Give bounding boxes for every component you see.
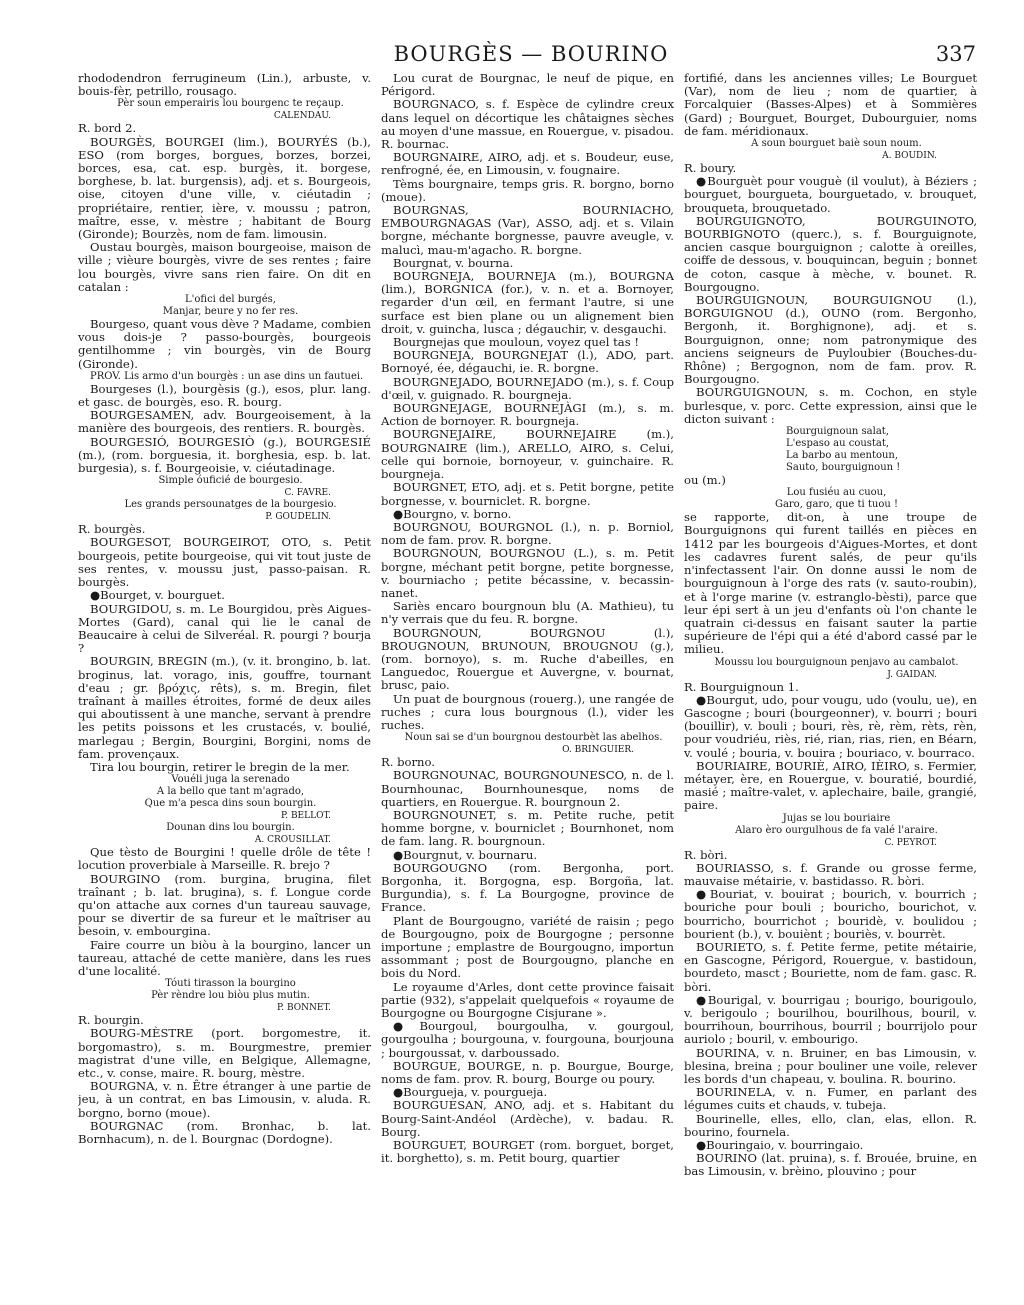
text-columns	[78, 72, 984, 1302]
entry-paragraph: BOURIASSO, s. f. Grande ou grosse ferme, mauvaise métairie, v. bastidasso. R. bòri.	[684, 860, 977, 888]
column-right	[684, 72, 977, 1302]
entry-paragraph: ●Bouringaio, v. bourringaio.	[696, 1138, 864, 1153]
entry-paragraph: BOURINO (lat. pruina), s. f. Brouée, bruine, en bas Limousin, v. brèino, plouvino ; pour	[684, 1151, 977, 1179]
entry-paragraph: BOURGNEJAGE, BOURNEJÀGI (m.), s. m. Action de bornoyer. R. bourgneja.	[381, 401, 674, 429]
entry-paragraph: BOURINELA, v. n. Fumer, en parlant des légumes cuits et chauds, v. tubeja.	[684, 1085, 977, 1113]
entry-paragraph: Alaro èro ourgulhous de fa valé l'araire.	[735, 824, 938, 836]
entry-paragraph: Sariès encaro bourgnoun blu (A. Mathieu), tu n'y verrais que du feu. R. borgne.	[381, 599, 674, 627]
entry-paragraph: R. borno.	[381, 755, 435, 770]
entry-paragraph: R. Bourguignoun 1.	[684, 679, 799, 694]
column-middle	[381, 72, 674, 1302]
entry-paragraph: Sauto, bourguignoun !	[786, 462, 901, 474]
entry-paragraph: ou (m.)	[684, 473, 726, 488]
entry-paragraph: ●Bourguèt pour vouguè (il voulut), à Béziers ; bourguet, bourgueta, bourguetado, v. brouquet, brouqueta, brouquetado.	[684, 174, 977, 215]
entry-paragraph: A. BOUDIN.	[882, 151, 937, 162]
entry-paragraph: A la bello que tant m'agrado,	[156, 786, 305, 798]
entry-paragraph: Faire courre un biòu à la bourgino, lancer un taureau, attaché de cette manière, dans les rues d'une localité.	[78, 937, 371, 978]
entry-paragraph: L'espaso au coustat,	[786, 438, 890, 450]
entry-paragraph: A. CROUSILLAT.	[254, 835, 331, 846]
entry-paragraph: BOURIAIRE, BOURIÈ, AIRO, IÈIRO, s. Fermier, métayer, ère, en Rouergue, v. bouratié, bourdié, masié ; maître-valet, v. aplechaire, baile, grangié, paire.	[684, 758, 977, 813]
entry-paragraph: Tèms bourgnaire, temps gris. R. borgno, borno (moue).	[381, 176, 674, 204]
entry-paragraph: Bourgnat, v. bourna.	[393, 255, 514, 270]
entry-paragraph: R. bord 2.	[78, 121, 137, 136]
entry-paragraph: BOURGIDOU, s. m. Le Bourgidou, près Aigues-Mortes (Gard), canal qui lie le canal de Beaucaire à celui de Silveréal. R. pourgi ? bourja ?	[78, 601, 371, 656]
entry-paragraph: Jujas se lou bouriaire	[782, 812, 891, 824]
entry-paragraph: BOURGNA, v. n. Être étranger à une partie de jeu, à un contrat, en bas Limousin, v. aluda. R. borgno, borno (moue).	[78, 1079, 371, 1120]
entry-paragraph: se rapporte, dit-on, à une troupe de Bourguignons qui furent taillés en pièces en 1412 par les bourgeois d'Aigues-Mortes, et dont les cadavres furent salés, de peur qu'ils n'infectassent l'air. On donne aussi le nom de bourguignoun à l'orge des rats (v. sauto-roubin), et à l'orge marine (v. estranglo-bèsti), parce que leur épi sert à un jeu d'enfants où l'on chante le quatrain ci-dessus en faisant sauter la partie supérieure de l'épi qui a été d'abord cassé par le milieu.	[684, 510, 977, 657]
entry-paragraph: Lou fusiéu au cuou,	[786, 487, 887, 499]
entry-paragraph: BOURGÈS, BOURGEI (lim.), BOURYÉS (b.), ESO (rom borges, borgues, borzes, borzei, borces, esa, cat. esp. burgès, it. borgese, borghese, b. lat. burgensis), adj. et s. Bourgeois, oise, citoyen d'une ville, v. ciéutadin ; propriétaire, rentier, ière, v. moussu ; patron, maître, esse, v. mèstre ; habitant de Bourg (Gironde); Bourzès, nom de fam. limousin.	[78, 134, 371, 242]
entry-paragraph: rhododendron ferrugineum (Lin.), arbuste, v. bouis-fèr, petrillo, rousago.	[78, 72, 371, 99]
entry-paragraph: BOURGNAS, BOURNIACHO, EMBOURGNAGAS (Var), ASSO, adj. et s. Vilain borgne, méchante borgnesse, pauvre aveugle, v. malucì, mau-m'agacho. R. borgne.	[381, 203, 674, 257]
entry-paragraph: BOURIETO, s. f. Petite ferme, petite métairie, en Gascogne, Périgord, Rouergue, v. bastidoun, bourdeto, masct ; Bouriette, nom de fam. gasc. R. bòri.	[684, 939, 977, 994]
entry-paragraph: L'ofici del burgés,	[184, 294, 276, 306]
entry-paragraph: BOURGUET, BOURGET (rom. borguet, borget, it. borghetto), s. m. Petit bourg, quartier	[381, 1138, 674, 1166]
entry-paragraph: ●Bourgno, v. borno.	[393, 506, 512, 521]
entry-paragraph: BOURINA, v. n. Bruiner, en bas Limousin, v. blesina, breina ; pour bouliner une voile, relever les bords d'un chapeau, v. boulina. R. bourino.	[684, 1045, 977, 1086]
entry-paragraph: fortifié, dans les anciennes villes; Le Bourguet (Var), nom de lieu ; nom de quartier, à Forcalquier (Basses-Alpes) et à Sommières (Gard) ; Bourguet, Bourget, Dubourguier, noms de fam. méridionaux.	[684, 72, 977, 138]
entry-paragraph: Moussu lou bourguignoun penjavo au cambalot.	[714, 656, 959, 668]
entry-paragraph: R. bourgès.	[78, 522, 146, 537]
entry-paragraph: BOURGUIGNOUN, BOURGUIGNOU (l.), BORGUIGNOU (d.), OUNO (rom. Bergonho, Bergonh, it. Borghignone), adj. et s. Bourguignon, onne; nom patronymique des anciens seigneurs de Puyloubier (Bouches-du-Rhône) ; Bergognon, nom de fam. prov. R. Bourgougno.	[684, 293, 977, 387]
entry-paragraph: BOURGNOUNET, s. m. Petite ruche, petit homme borgne, v. bourniclet ; Bournhonet, nom de fam. lang. R. bourgnoun.	[381, 807, 674, 849]
entry-paragraph: Bourgnejas que mouloun, voyez quel tas !	[393, 335, 640, 350]
entry-paragraph: BOURGNEJA, BOURGNEJAT (l.), ADO, part. Bornoyé, ée, dégauchi, ie. R. borgne.	[381, 348, 674, 376]
entry-paragraph: Pèr rèndre lou biòu plus mutin.	[151, 990, 310, 1002]
entry-paragraph: ●Bourgut, udo, pour vougu, udo (voulu, ue), en Gascogne ; bouri (bourgeonner), v. bourri ; bouri (bouillir), v. bouli ; bouri, rès, rè, rèm, rèts, rèn, pour voudriéu, riès, rié, rian, rias, rien, en Béarn, v. voulé ; bouria, v. bouira ; bouriaco, v. bourraco.	[684, 692, 977, 760]
entry-paragraph: Bourgeses (l.), bourgèsis (g.), esos, plur. lang. et gasc. de bourgès, eso. R. bourg.	[78, 381, 371, 410]
entry-paragraph: BOURGNACO, s. f. Espèce de cylindre creux dans lequel on décortique les châtaignes sèches au moyen d'une massue, en Rouergue, v. pisadou. R. bournac.	[381, 97, 674, 152]
entry-paragraph: Tira lou bourgin, retirer le bregin de la mer.	[90, 759, 350, 774]
entry-paragraph: ●Bouriat, v. bouirat ; bourich, v. bourrich ; bouriche pour bouli ; bouricho, bourichot, v. bourricho, bourrichot ; bouridè, v. boulidou ; bourient (b.), v. bouiènt ; bouriès, v. bourrèt.	[684, 887, 977, 941]
entry-paragraph: ●Bourget, v. bourguet.	[90, 588, 225, 603]
entry-paragraph: BOURGNAC (rom. Bronhac, b. lat. Bornhacum), n. de l. Bourgnac (Dordogne).	[78, 1118, 371, 1146]
running-title: BOURGÈS — BOURINO	[393, 42, 669, 66]
entry-paragraph: R. bourgin.	[78, 1013, 144, 1028]
entry-paragraph: BOURGUIGNOUN, s. m. Cochon, en style burlesque, v. porc. Cette expression, ainsi que le dicton suivant :	[684, 385, 977, 426]
entry-paragraph: Tóuti tirasson la bourgino	[165, 978, 296, 990]
entry-paragraph: BOURGNEJA, BOURNEJA (m.), BOURGNA (lim.), BORGNICA (for.), v. n. et a. Bornoyer, regarder d'un œil, en fermant l'autre, si une surface est bien plane ou un alignement bien droit, v. guincha, lusca ; dégauchir, v. desgauchi.	[381, 269, 674, 336]
entry-paragraph: J. GAIDAN.	[887, 669, 937, 680]
entry-paragraph: R. bòri.	[684, 847, 728, 862]
entry-paragraph: CALENDAU.	[273, 111, 331, 122]
entry-paragraph: C. FAVRE.	[284, 488, 331, 499]
entry-paragraph: BOURGNOUN, BOURGNOU (L.), s. m. Petit borgne, méchant petit borgne, petite borgnesse, v. bourniacho ; petite bécassine, v. becassin-nanet.	[381, 546, 674, 600]
page-number: 337	[935, 42, 976, 66]
entry-paragraph: BOURGOUGNO (rom. Bergonha, port. Borgonha, it. Borgogna, esp. Borgoña, lat. Burgundia), s. f. La Bourgogne, province de France.	[381, 860, 674, 915]
entry-paragraph: BOURGNAIRE, AIRO, adj. et s. Boudeur, euse, renfrogné, ée, en Limousin, v. fougnaire.	[381, 150, 674, 178]
entry-paragraph: Les grands persounatges de la bourgesio.	[124, 499, 337, 511]
entry-paragraph: Garo, garo, que ti tuou !	[774, 499, 899, 511]
entry-paragraph: R. boury.	[684, 161, 737, 176]
entry-paragraph: BOURGUE, BOURGE, n. p. Bourgue, Bourge, noms de fam. prov. R. bourg, Bourge ou poury.	[381, 1058, 674, 1087]
column-left	[78, 72, 371, 1302]
entry-paragraph: Pèr soun emperairis lou bourgenc te reçaup.	[117, 98, 344, 110]
entry-paragraph: C. PEYROT.	[884, 837, 937, 848]
entry-paragraph: Vouéli juga la serenado	[171, 774, 290, 786]
entry-paragraph: BOURGINO (rom. burgina, brugina, filet traînant ; b. lat. brugina), s. f. Longue corde qu'on attache aux cornes d'un taureau sauvage, pour se divertir de sa fureur et le maîtriser au besoin, v. embourgina.	[78, 871, 371, 939]
entry-paragraph: PROV. Lis armo d'un bourgès : un ase dins un fautuei.	[90, 370, 364, 382]
entry-paragraph: Un puat de bourgnous (rouerg.), une rangée de ruches ; cura lous bourgnous (l.), vider les ruches.	[381, 691, 674, 732]
entry-paragraph: BOURGNOU, BOURGNOL (l.), n. p. Borniol, nom de fam. prov. R. borgne.	[381, 519, 674, 548]
entry-paragraph: O. BRINGUIER.	[562, 745, 634, 756]
page-header	[78, 36, 984, 72]
entry-paragraph: ●Bourgnut, v. bournaru.	[393, 847, 538, 862]
entry-paragraph: Oustau bourgès, maison bourgeoise, maison de ville ; vièure bourgès, vivre de ses rentes ; faire lou bourgès, vivre sans rien faire. On dit en catalan :	[78, 240, 371, 294]
entry-paragraph: BOURGNEJAIRE, BOURNEJAIRE (m.), BOURGNAIRE (lim.), ARELLO, AIRO, s. Celui, celle qui bornoie, bornoyeur, v. guinchaire. R. bourgneja.	[381, 427, 674, 482]
entry-paragraph: Noun sai se d'un bourgnou destourbèt las abelhos.	[404, 732, 663, 744]
entry-paragraph: A soun bourguet baiè soun noum.	[751, 138, 922, 150]
entry-paragraph: Bourinelle, elles, ello, clan, elas, ellon. R. bourino, fournela.	[684, 1111, 977, 1139]
entry-paragraph: Que tèsto de Bourgini ! quelle drôle de tête ! locution proverbiale à Marseille. R. brejo ?	[78, 845, 371, 873]
entry-paragraph: Lou curat de Bourgnac, le neuf de pique, en Périgord.	[381, 72, 674, 99]
entry-paragraph: P. BONNET.	[277, 1003, 331, 1014]
entry-paragraph: BOURGESAMEN, adv. Bourgeoisement, à la manière des bourgeois, des rentiers. R. bourgès.	[78, 408, 371, 436]
entry-paragraph: Bourguignoun salat,	[786, 426, 890, 438]
entry-paragraph: P. GOUDELIN.	[265, 512, 331, 523]
entry-paragraph: Simple óuficié de bourgesio.	[158, 475, 303, 487]
entry-paragraph: Dounan dins lou bourgin.	[166, 822, 295, 834]
entry-paragraph: Bourgeso, quant vous dève ? Madame, combien vous dois-je ? passo-bourgès, bourgeois gentilhomme ; vin bourgès, vin de Bourg (Gironde).	[78, 317, 371, 371]
entry-paragraph: BOURGUESAN, ANO, adj. et s. Habitant du Bourg-Saint-Andéol (Ardèche), v. badau. R. Bourg.	[381, 1098, 674, 1139]
entry-paragraph: Plant de Bourgougno, variété de raisin ; pego de Bourgougno, poix de Bourgogne ; personne importune ; emplastre de Bourgougno, importun assommant ; post de Bourgougno, planche en bois du Nord.	[381, 913, 674, 981]
entry-paragraph: ●Bourgoul, bourgoulha, v. gourgoul, gourgoulha ; bourgouna, v. fourgouna, bourjouna ; bourgoussat, v. darboussado.	[381, 1019, 674, 1060]
entry-paragraph: La barbo au mentoun,	[786, 450, 899, 462]
entry-paragraph: BOURGIN, BREGIN (m.), (v. it. brongino, b. lat. broginus, lat. vorago, inis, gouffre, tournant d'eau ; gr. βρόχις, rêts), s. m. Bregin, filet traînant à mailles étroites, formé de deux ailes qui aboutissent à une manche, servant à prendre les petits poissons et les crustacés, v. boulié, marlegau ; Bergin, Bourgini, Borgini, noms de fam. provençaux.	[78, 654, 371, 761]
entry-paragraph: Que m'a pesca dins soun bourgin.	[144, 798, 317, 810]
entry-paragraph: BOURGESIÓ, BOURGESIÒ (g.), BOURGESIÉ (m.), (rom. borguesia, it. borghesia, esp. b. lat. burgesia), s. f. Bourgeoisie, v. ciéutadinage.	[78, 434, 371, 476]
entry-paragraph: ●Bourigal, v. bourrigau ; bourigo, bourigoulo, v. berigoulo ; bourilhou, bourilhous, bouril, v. bourrihoun, bourrihous, bourril ; bourrijolo pour auriolo ; bouril, v. embourigo.	[684, 992, 977, 1047]
entry-paragraph: BOURGESOT, BOURGEIROT, OTO, s. Petit bourgeois, petite bourgeoise, qui vit tout juste de ses rentes, v. moussu just, passo-paisan. R. bourgès.	[78, 535, 371, 590]
entry-paragraph: Le royaume d'Arles, dont cette province faisait partie (932), s'appelait quelquefois « royaume de Bourgogne ou Bourgogne Cisjurane ».	[381, 979, 674, 1021]
entry-paragraph: BOURGNEJADO, BOURNEJADO (m.), s. f. Coup d'œil, v. guignado. R. bourgneja.	[381, 374, 674, 402]
entry-paragraph: BOURG-MÈSTRE (port. borgomestre, it. borgomastro), s. m. Bourgmestre, premier magistrat d'une ville, en Belgique, Allemagne, etc., v. conse, maire. R. bourg, mèstre.	[78, 1026, 371, 1080]
entry-paragraph: BOURGNET, ETO, adj. et s. Petit borgne, petite borgnesse, v. bourniclet. R. borgne.	[381, 480, 674, 508]
entry-paragraph: Manjar, beure y no fer res.	[162, 306, 299, 318]
entry-paragraph: P. BELLOT.	[280, 811, 331, 822]
entry-paragraph: BOURGNOUNAC, BOURGNOUNESCO, n. de l. Bournhounac, Bournhounesque, noms de quartiers, en Rouergue. R. bourgnoun 2.	[381, 768, 674, 809]
entry-paragraph: ●Bourgueja, v. pourgueja.	[393, 1085, 548, 1100]
entry-paragraph: BOURGNOUN, BOURGNOU (l.), BROUGNOUN, BRUNOUN, BROUGNOU (g.), (rom. bornoyo), s. m. Ruche d'abeilles, en Languedoc, Rouergue et Auvergne, v. bournat, brusc, paio.	[381, 625, 674, 693]
entry-paragraph: BOURGUIGNOTO, BOURGUINOTO, BOURBIGNOTO (querc.), s. f. Bourguignote, ancien casque bourguignon ; calotte à oreilles, coiffe de dessous, v. bouquincan, beguin ; bonnet de coton, casque à mèche, v. bounet. R. Bourgougno.	[684, 213, 977, 294]
